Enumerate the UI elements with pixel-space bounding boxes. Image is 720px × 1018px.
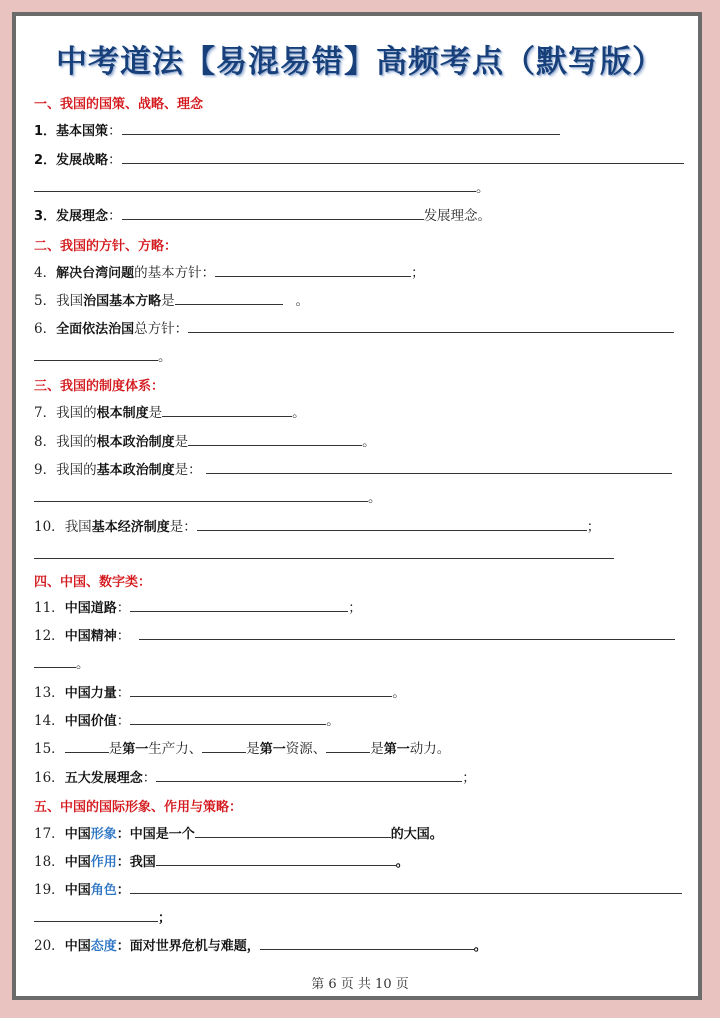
item-12-cont: 。 — [34, 654, 90, 673]
item-19: 19．中国角色： — [34, 880, 682, 900]
blank[interactable] — [34, 908, 158, 922]
blank[interactable] — [34, 654, 76, 668]
item-14: 14．中国价值： 。 — [34, 713, 340, 729]
item-17: 17．中国形象：中国是一个 的大国。 — [34, 826, 443, 842]
item-9: 9．我国的基本政治制度是： — [34, 460, 672, 480]
page-title: 中考道法【易混易错】高频考点（默写版） — [56, 44, 664, 80]
blank[interactable] — [326, 739, 370, 753]
blank[interactable] — [156, 852, 396, 866]
page-footer: 第 6 页 共 10 页 — [311, 977, 409, 992]
blank[interactable] — [215, 263, 411, 277]
blank[interactable] — [197, 517, 587, 531]
item-6: 6．全面依法治国总方针： — [34, 319, 674, 339]
item-1: 1．基本国策： — [34, 121, 560, 141]
item-7: 7．我国的根本制度是 。 — [34, 405, 306, 421]
item-2: 2．发展战略： — [34, 150, 684, 170]
blank[interactable] — [188, 432, 362, 446]
blank[interactable] — [122, 206, 424, 220]
section-heading-5: 五、中国的国际形象、作用与策略： — [34, 800, 243, 815]
blank[interactable] — [122, 150, 684, 164]
item-2-cont: 。 — [34, 178, 490, 197]
section-heading-4: 四、中国、数字类： — [34, 575, 152, 590]
blank[interactable] — [202, 739, 246, 753]
item-3: 3．发展理念： 发展理念。 — [34, 208, 492, 224]
blank[interactable] — [162, 403, 292, 417]
blank[interactable] — [188, 319, 674, 333]
item-18: 18．中国作用：我国 。 — [34, 854, 409, 870]
blank[interactable] — [34, 178, 476, 192]
item-5: 5．我国治国基本方略是 。 — [34, 293, 309, 309]
item-4: 4．解决台湾问题的基本方针： ； — [34, 265, 425, 281]
section-heading-1: 一、我国的国策、战略、理念 — [34, 97, 204, 112]
blank[interactable] — [122, 121, 560, 135]
item-20: 20．中国态度：面对世界危机与难题， 。 — [34, 938, 487, 954]
item-6-cont: 。 — [34, 347, 172, 366]
blank-line[interactable] — [34, 558, 614, 559]
item-15: 15． 是第一生产力、 是第一资源、 是第一动力。 — [34, 741, 451, 757]
item-16: 16．五大发展理念： ； — [34, 770, 476, 786]
item-10: 10．我国基本经济制度是： ； — [34, 519, 601, 535]
blank[interactable] — [260, 936, 474, 950]
blank[interactable] — [139, 626, 675, 640]
blank[interactable] — [34, 488, 368, 502]
blank[interactable] — [65, 739, 109, 753]
item-8: 8．我国的根本政治制度是 。 — [34, 434, 376, 450]
blank[interactable] — [34, 347, 158, 361]
blank[interactable] — [130, 711, 326, 725]
item-12: 12．中国精神： — [34, 626, 675, 646]
item-9-cont: 。 — [34, 488, 382, 507]
blank[interactable] — [206, 460, 672, 474]
blank[interactable] — [130, 880, 682, 894]
item-13: 13．中国力量： 。 — [34, 685, 406, 701]
item-11: 11．中国道路： ； — [34, 600, 362, 616]
blank[interactable] — [195, 824, 391, 838]
blank[interactable] — [175, 291, 283, 305]
section-heading-3: 三、我国的制度体系： — [34, 379, 165, 394]
blank[interactable] — [130, 683, 392, 697]
blank[interactable] — [130, 598, 348, 612]
blank[interactable] — [156, 768, 462, 782]
section-heading-2: 二、我国的方针、方略： — [34, 239, 178, 254]
item-19-cont: ； — [34, 908, 171, 928]
